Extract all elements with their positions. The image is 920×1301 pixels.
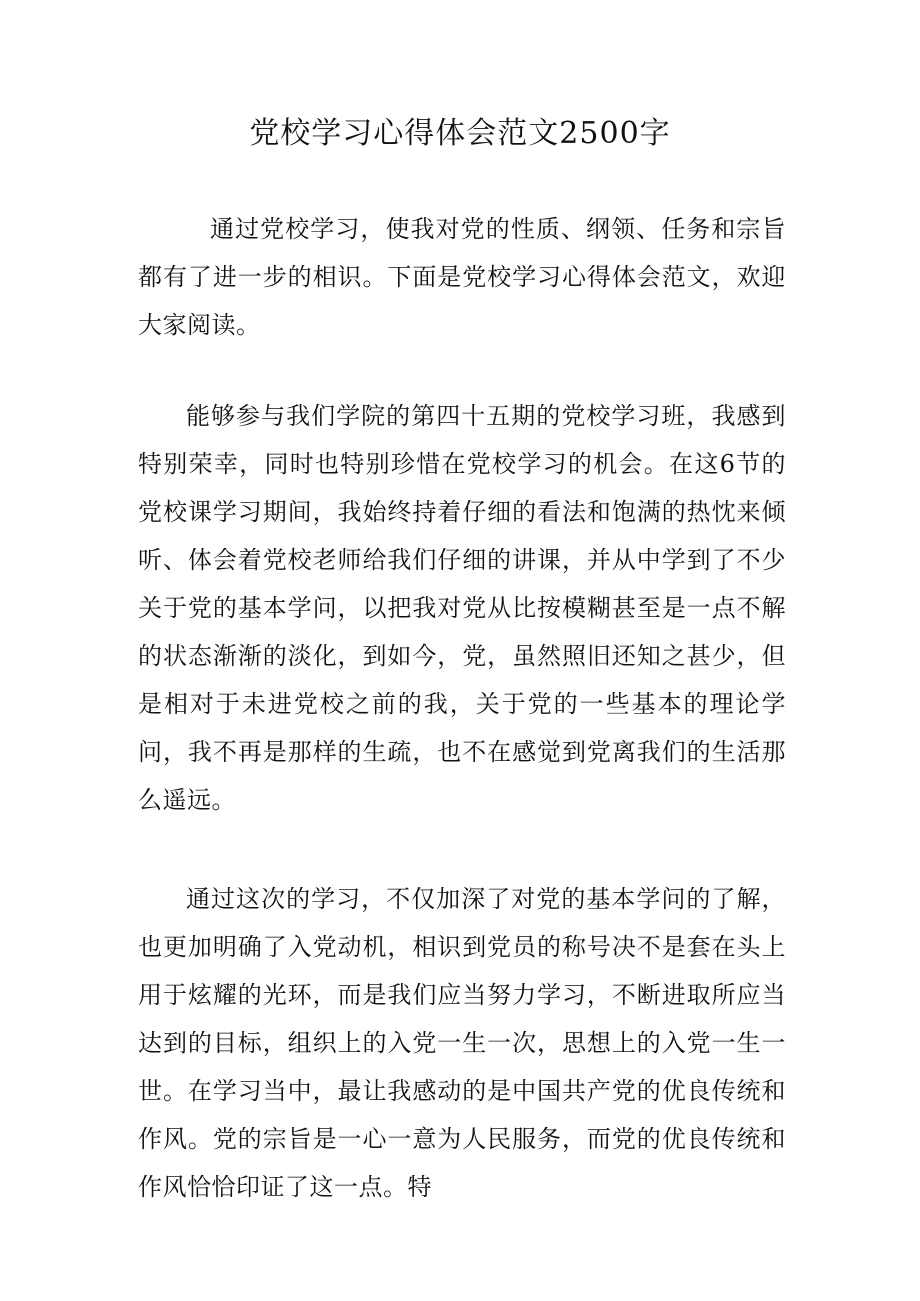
body-paragraph-1: 能够参与我们学院的第四十五期的党校学习班，我感到特别荣幸，同时也特别珍惜在党校学习的机会。在这6节的党校课学习期间，我始终持着仔细的看法和饱满的热忱来倾听、体会着党校老师给我们仔细的讲课，并从中学到了不少关于党的基本学问，以把我对党从比按模糊甚至是一点不解的状态渐渐的淡化，到如今，党，虽然照旧还知之甚少，但是相对于未进党校之前的我，关于党的一些基本的理论学问，我不再是那样的生疏，也不在感觉到党离我们的生活那么遥远。 [138,402,786,814]
intro-paragraph: 通过党校学习，使我对党的性质、纲领、任务和宗旨都有了进一步的相识。下面是党校学习心得体会范文，欢迎大家阅读。 [138,215,786,339]
body-paragraph-2: 通过这次的学习，不仅加深了对党的基本学问的了解，也更加明确了入党动机，相识到党员的称号决不是套在头上用于炫耀的光环，而是我们应当努力学习，不断进取所应当达到的目标，组织上的入党一生一次，思想上的入党一生一世。在学习当中，最让我感动的是中国共产党的优良传统和作风。党的宗旨是一心一意为人民服务，而党的优良传统和作风恰恰印证了这一点。特 [138,885,786,1201]
document-title: 党校学习心得体会范文2500字 [249,116,671,151]
